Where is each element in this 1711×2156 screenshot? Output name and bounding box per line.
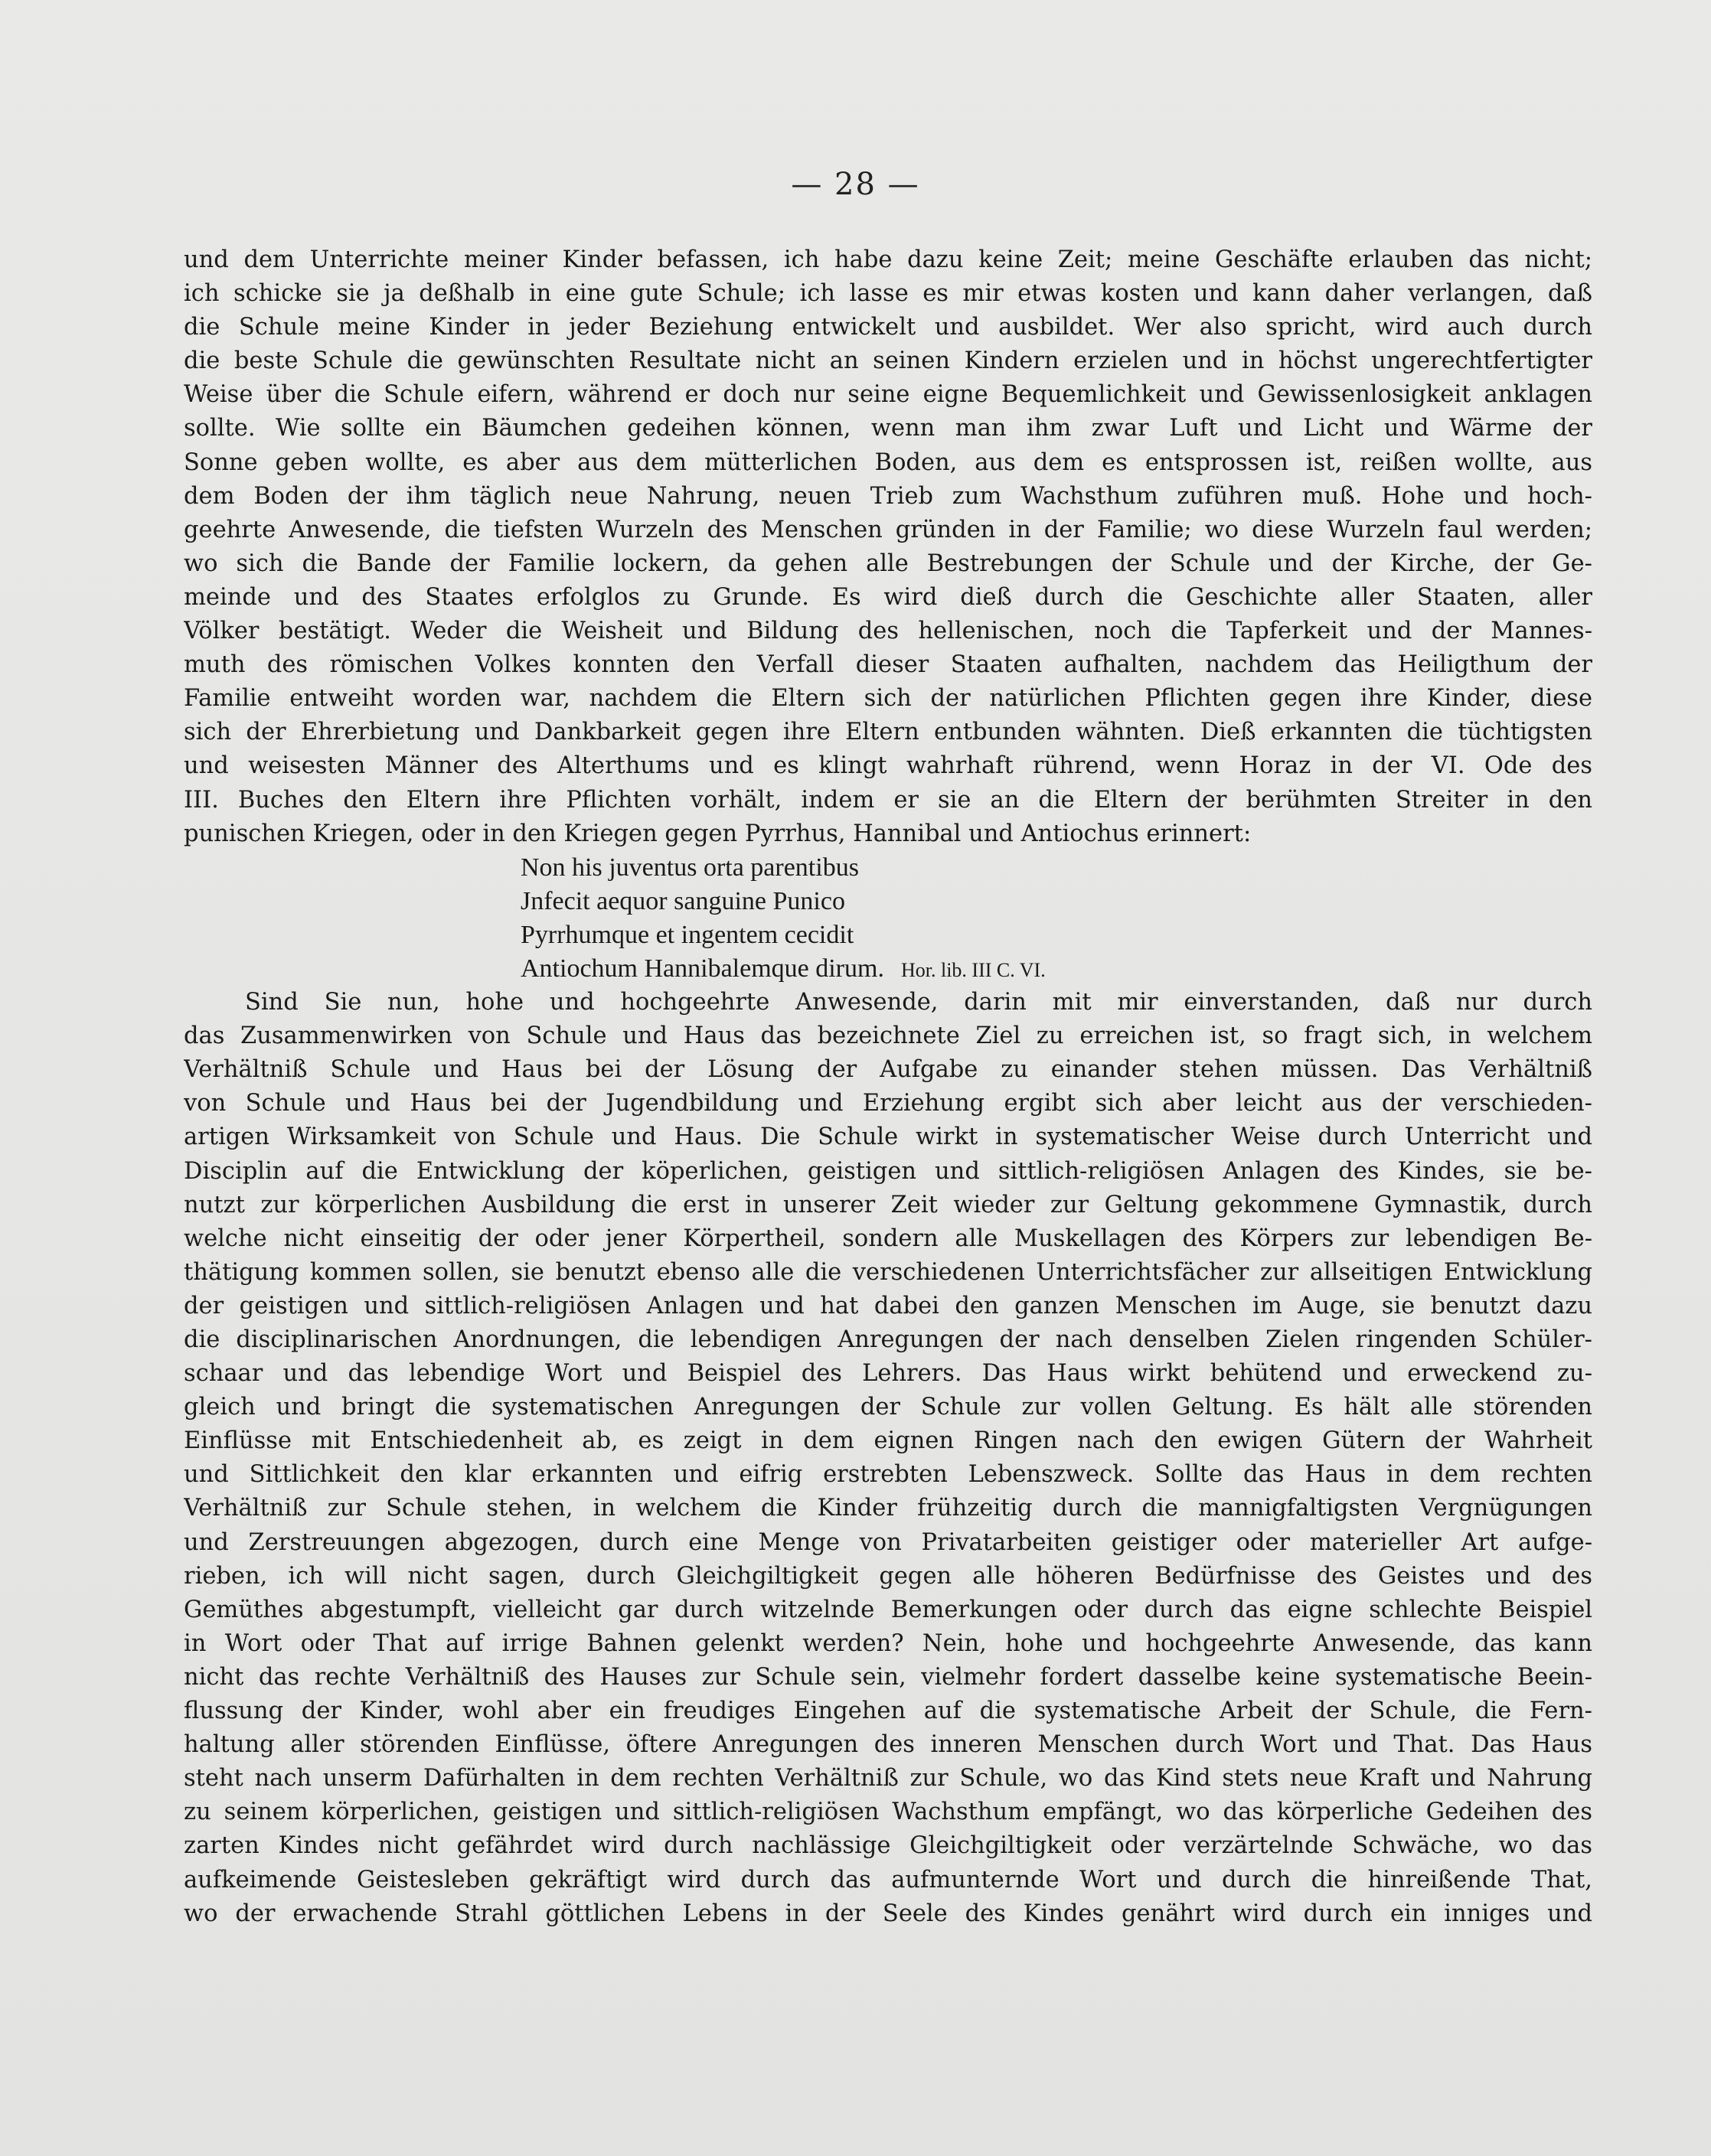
page-number: — 28 — (791, 167, 920, 202)
text-line: sich der Ehrerbietung und Dankbarkeit gegen ihre Eltern entbunden wähnten. Dieß erkannten die tüchtigsten (184, 719, 1592, 746)
text-line: sollte. Wie sollte ein Bäumchen gedeihen können, wenn man ihm zwar Luft und Licht und Wärme der (184, 415, 1592, 442)
verse-line-text: Pyrrhumque et ingentem cecidit (521, 920, 854, 949)
text-line: dem Boden der ihm täglich neue Nahrung, neuen Trieb zum Wachsthum zuführen muß. Hohe und hoch- (184, 482, 1592, 510)
text-line: steht nach unserm Dafürhalten in dem rechten Verhältniß zur Schule, wo das Kind stets neue Kraft und Nahrung (184, 1765, 1592, 1792)
paragraph-before-verse (184, 243, 1592, 851)
text-line: aufkeimende Geistesleben gekräftigt wird durch das aufmunternde Wort und durch die hinreißende That, (184, 1866, 1592, 1893)
text-line: Weise über die Schule eifern, während er doch nur seine eigne Bequemlichkeit und Gewissenlosigkeit anklagen (184, 381, 1592, 409)
text-line: und dem Unterrichte meiner Kinder befassen, ich habe dazu keine Zeit; meine Geschäfte erlauben das nicht; (184, 246, 1592, 273)
verse-citation: Hor. lib. III C. VI. (900, 958, 1046, 981)
text-line: Völker bestätigt. Weder die Weisheit und Bildung des hellenischen, noch die Tapferkeit und der Mannes- (184, 618, 1592, 645)
text-line: und Zerstreuungen abgezogen, durch eine Menge von Privatarbeiten geistiger oder materieller Art aufge- (184, 1528, 1592, 1556)
paragraph-after-verse (184, 986, 1592, 1931)
text-line: Verhältniß Schule und Haus bei der Lösung der Aufgabe zu einander stehen müssen. Das Verhältniß (184, 1056, 1592, 1084)
text-line: Sind Sie nun, hohe und hochgeehrte Anwesende, darin mit mir einverstanden, daß nur durch (245, 989, 1592, 1016)
text-line: muth des römischen Volkes konnten den Verfall dieser Staaten aufhalten, nachdem das Heiligthum der (184, 651, 1592, 679)
text-line: und weisesten Männer des Alterthums und es klingt wahrhaft rührend, wenn Horaz in der VI. Ode des (184, 752, 1592, 780)
text-line: nutzt zur körperlichen Ausbildung die erst in unserer Zeit wieder zur Geltung gekommene Gymnastik, durch (184, 1191, 1592, 1218)
text-line: welche nicht einseitig der oder jener Körpertheil, sondern alle Muskellagen des Körpers zur lebendigen Be- (184, 1225, 1592, 1252)
text-line: ich schicke sie ja deßhalb in eine gute Schule; ich lasse es mir etwas kosten und kann daher verlangen, daß (184, 280, 1592, 308)
text-line: die Schule meine Kinder in jeder Beziehung entwickelt und ausbildet. Wer also spricht, wird auch durch (184, 314, 1592, 341)
text-line: artigen Wirksamkeit von Schule und Haus. Die Schule wirkt in systematischer Weise durch Unterricht und (184, 1124, 1592, 1151)
verse-line-text: Non his juventus orta parentibus (521, 853, 859, 882)
text-line: nicht das rechte Verhältniß des Hauses zur Schule sein, vielmehr fordert dasselbe keine systematische Beein- (184, 1663, 1592, 1691)
text-line: zarten Kindes nicht gefährdet wird durch nachlässige Gleichgiltigkeit oder verzärtelnde Schwäche, wo das (184, 1832, 1592, 1860)
text-line: Disciplin auf die Entwicklung der köperlichen, geistigen und sittlich-religiösen Anlagen des Kindes, sie be- (184, 1157, 1592, 1185)
text-line: wo sich die Bande der Familie lockern, da gehen alle Bestrebungen der Schule und der Kirche, der Ge- (184, 550, 1592, 577)
text-line: die disciplinarischen Anordnungen, die lebendigen Anregungen der nach denselben Zielen ringenden Schüler- (184, 1326, 1592, 1353)
text-line: und Sittlichkeit den klar erkannten und eifrig erstrebten Lebenszweck. Sollte das Haus in dem rechten (184, 1461, 1592, 1489)
text-line: die beste Schule die gewünschten Resultate nicht an seinen Kindern erzielen und in höchst ungerechtfertigter (184, 347, 1592, 375)
text-line: III. Buches den Eltern ihre Pflichten vorhält, indem er sie an die Eltern der berühmten Streiter in den (184, 786, 1592, 814)
verse-line-text: Antiochum Hannibalemque dirum. (521, 954, 884, 983)
verse-line (184, 885, 1592, 918)
text-line: gleich und bringt die systematischen Anregungen der Schule zur vollen Geltung. Es hält alle störenden (184, 1394, 1592, 1421)
text-line: Familie entweiht worden war, nachdem die Eltern sich der natürlichen Pflichten gegen ihre Kinder, diese (184, 685, 1592, 713)
text-line: flussung der Kinder, wohl aber ein freudiges Eingehen auf die systematische Arbeit der Schule, die Fern- (184, 1698, 1592, 1725)
text-line: schaar und das lebendige Wort und Beispiel des Lehrers. Das Haus wirkt behütend und erweckend zu- (184, 1360, 1592, 1388)
body-text (184, 243, 1592, 1931)
verse-line (184, 952, 1592, 986)
text-line: zu seinem körperlichen, geistigen und sittlich-religiösen Wachsthum empfängt, wo das körperliche Gedeihen des (184, 1799, 1592, 1826)
verse-line (184, 918, 1592, 952)
text-line: wo der erwachende Strahl göttlichen Lebens in der Seele des Kindes genährt wird durch ein inniges und (184, 1900, 1592, 1927)
text-line: das Zusammenwirken von Schule und Haus das bezeichnete Ziel zu erreichen ist, so fragt sich, in welchem (184, 1023, 1592, 1050)
verse-line (184, 851, 1592, 885)
text-line: Verhältniß zur Schule stehen, in welchem die Kinder frühzeitig durch die mannigfaltigsten Vergnügungen (184, 1495, 1592, 1522)
text-line: Gemüthes abgestumpft, vielleicht gar durch witzelnde Bemerkungen oder durch das eigne schlechte Beispiel (184, 1596, 1592, 1623)
text-line: thätigung kommen sollen, sie benutzt ebenso alle die verschiedenen Unterrichtsfächer zur allseitigen Entwicklung (184, 1258, 1592, 1286)
text-line: Einflüsse mit Entschiedenheit ab, es zeigt in dem eignen Ringen nach den ewigen Gütern der Wahrheit (184, 1427, 1592, 1455)
text-line: punischen Kriegen, oder in den Kriegen gegen Pyrrhus, Hannibal und Antiochus erinnert: (184, 820, 1252, 847)
text-line: Sonne geben wollte, es aber aus dem mütterlichen Boden, aus dem es entsprossen ist, reißen wollte, aus (184, 448, 1592, 476)
text-line: haltung aller störenden Einflüsse, öftere Anregungen des inneren Menschen durch Wort und That. Das Haus (184, 1731, 1592, 1759)
text-line: geehrte Anwesende, die tiefsten Wurzeln des Menschen gründen in der Familie; wo diese Wurzeln faul werden; (184, 516, 1592, 543)
verse-line-text: Jnfecit aequor sanguine Punico (521, 886, 845, 915)
text-line: meinde und des Staates erfolglos zu Grunde. Es wird dieß durch die Geschichte aller Staaten, aller (184, 583, 1592, 611)
text-line: in Wort oder That auf irrige Bahnen gelenkt werden? Nein, hohe und hochgeehrte Anwesende, das kann (184, 1629, 1592, 1657)
latin-verse-block (184, 851, 1592, 986)
text-line: von Schule und Haus bei der Jugendbildung und Erziehung ergibt sich aber leicht aus der verschieden- (184, 1090, 1592, 1117)
text-line: rieben, ich will nicht sagen, durch Gleichgiltigkeit gegen alle höheren Bedürfnisse des Geistes und des (184, 1562, 1592, 1590)
text-line: der geistigen und sittlich-religiösen Anlagen und hat dabei den ganzen Menschen im Auge, sie benutzt dazu (184, 1292, 1592, 1319)
